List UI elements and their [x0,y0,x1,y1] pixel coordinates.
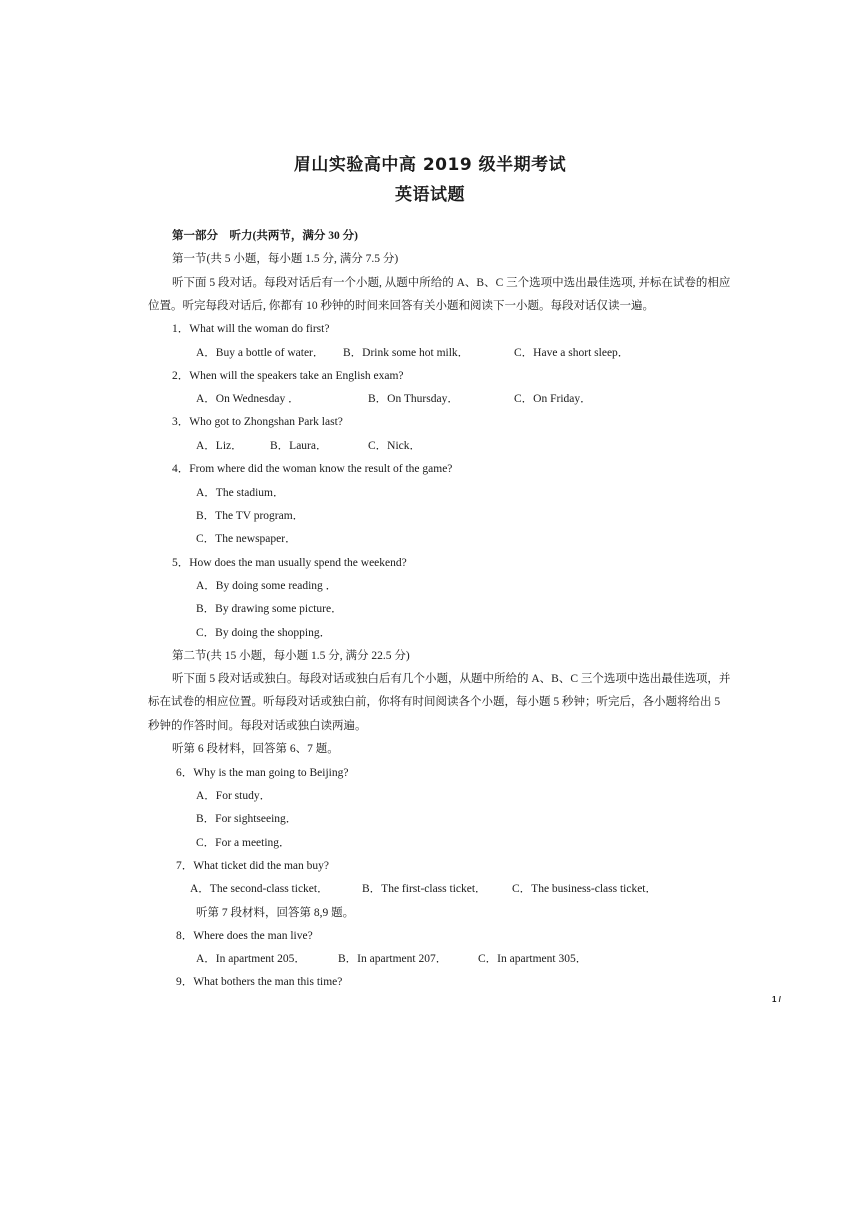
option-b: B．The TV program． [196,510,305,522]
option-b: B．Laura． [270,440,328,452]
question-text: 2．When will the speakers take an English exam? [172,370,404,382]
option-b: B．On Thursday． [368,393,459,405]
option-c: C．The newspaper． [196,533,297,545]
exam-title: 眉山实验高中高 2019 级半期考试 [293,155,567,175]
question-text: 6．Why is the man going to Beijing? [176,767,349,779]
question-text: 7．What ticket did the man buy? [176,860,329,872]
option-b: B．In apartment 207． [338,953,448,965]
exam-subtitle: 英语试题 [395,185,465,205]
option-a: A．The second-class ticket． [190,883,329,895]
question-text: 8．Where does the man live? [176,930,313,942]
section1-instructions-line: 位置。听完每段对话后, 你都有 10 秒钟的时间来回答有关小题和阅读下一小题。每段对话仅读一遍。 [148,300,654,312]
section2-instructions-line: 标在试卷的相应位置。听每段对话或独白前，你将有时间阅读各个小题，每小题 5 秒钟；听完后，各小题将给出 5 [148,696,721,708]
question-text: 5．How does the man usually spend the weekend? [172,557,407,569]
option-a: A．On Wednesday ． [196,393,300,405]
option-c: C．By doing the shopping． [196,627,332,639]
option-b: B．By drawing some picture． [196,603,343,615]
section1-instructions-line: 听下面 5 段对话。每段对话后有一个小题, 从题中所给的 A、B、C 三个选项中选出最佳选项, 并标在试卷的相应 [172,277,731,289]
option-c: C．For a meeting． [196,837,291,849]
section2-heading: 第二节(共 15 小题，每小题 1.5 分, 满分 22.5 分) [172,650,410,662]
section2-instructions-line: 听下面 5 段对话或独白。每段对话或独白后有几个小题，从题中所给的 A、B、C 三个选项中选出最佳选项，并 [172,673,731,685]
option-c: C．On Friday． [514,393,592,405]
option-c: C．Nick． [368,440,422,452]
option-a: A．Buy a bottle of water． [196,347,325,359]
question-text: 3．Who got to Zhongshan Park last? [172,416,343,428]
option-b: B．For sightseeing． [196,813,298,825]
option-c: C．In apartment 305． [478,953,588,965]
option-b: B．Drink some hot milk． [343,347,470,359]
section1-heading: 第一节(共 5 小题，每小题 1.5 分, 满分 7.5 分) [172,253,399,265]
option-a: A．Liz． [196,440,243,452]
option-b: B．The first-class ticket． [362,883,487,895]
question-text: 9．What bothers the man this time? [176,976,343,988]
question-text: 4．From where did the woman know the result of the game? [172,463,453,475]
part1-heading: 第一部分 听力(共两节，满分 30 分) [172,230,358,242]
page-number: 1 / [772,995,781,1004]
material-7-note: 听第 7 段材料，回答第 8,9 题。 [196,907,355,919]
material-6-note: 听第 6 段材料，回答第 6、7 题。 [172,743,339,755]
section2-instructions-line: 秒钟的作答时间。每段对话或独白读两遍。 [148,720,367,732]
option-a: A．By doing some reading ． [196,580,338,592]
option-a: A．The stadium． [196,487,285,499]
question-text: 1．What will the woman do first? [172,323,330,335]
option-a: A．In apartment 205． [196,953,306,965]
option-c: C．Have a short sleep． [514,347,630,359]
option-c: C．The business-class ticket． [512,883,658,895]
option-a: A．For study． [196,790,272,802]
